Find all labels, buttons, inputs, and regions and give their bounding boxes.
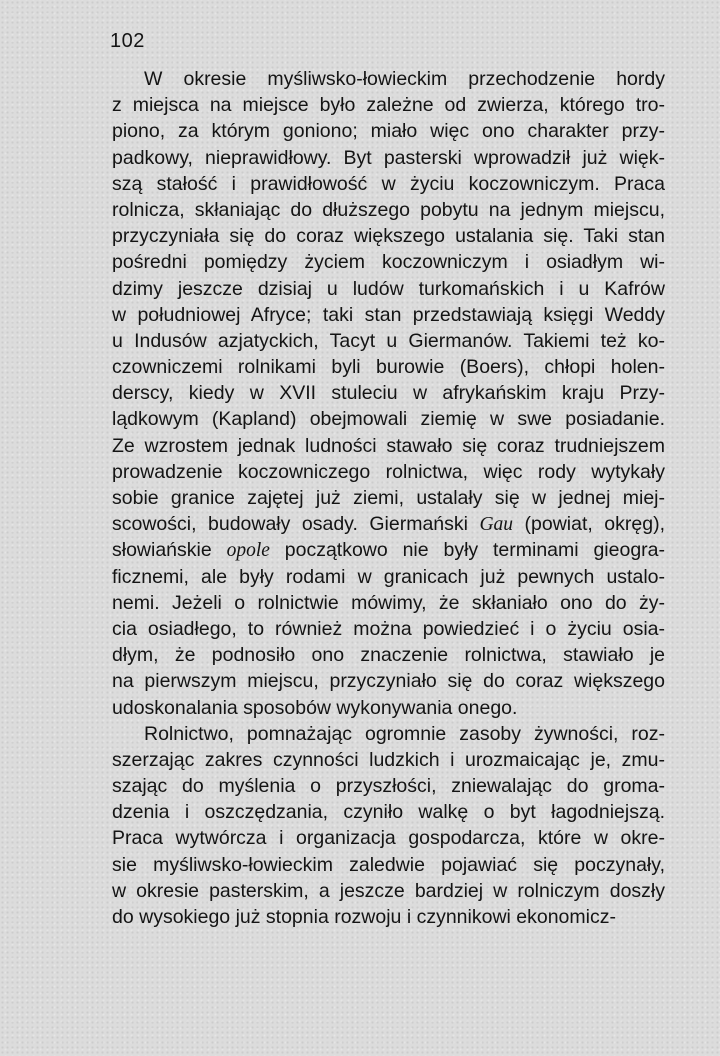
page-number: 102 xyxy=(110,30,145,52)
text-line: Rolnictwo, pomnażając ogromnie zasoby żywności, roz- xyxy=(144,722,665,745)
text-line: udoskonalania sposobów wykonywania onego. xyxy=(112,696,518,719)
text-line: sie myśliwsko-łowieckim zaledwie pojawiać się poczynały, xyxy=(112,853,665,876)
text-line: w południowej Afryce; taki stan przedstawiają księgi Weddy xyxy=(112,303,665,326)
text-line: szą stałość i prawidłowość w życiu koczowniczym. Praca xyxy=(112,172,665,195)
text-line: dzenia i oszczędzania, czyniło walkę o byt łagodniejszą. xyxy=(112,801,665,824)
body-text xyxy=(112,66,665,930)
paragraph xyxy=(112,66,665,721)
text-line: dzimy jeszcze dzisiaj u ludów turkomańskich i u Kafrów xyxy=(112,277,665,300)
text-line: W okresie myśliwsko-łowieckim przechodzenie hordy xyxy=(144,68,665,90)
text-line: derscy, kiedy w XVII stuleciu w afrykańskim kraju Przy- xyxy=(112,382,665,405)
text-line: piono, za którym goniono; miało więc ono charakter przy- xyxy=(112,120,665,143)
text-line: w okresie pasterskim, a jeszcze bardziej w rolniczym doszły xyxy=(112,879,665,902)
text-line: Ze wzrostem jednak ludności stawało się coraz trudniejszem xyxy=(112,434,665,457)
text-line: scowości, budowały osady. Giermański Gau (powiat, okręg), xyxy=(112,513,665,536)
paragraph xyxy=(112,721,665,931)
text-line: przyczyniała się do coraz większego ustalania się. Taki stan xyxy=(112,225,665,248)
text-line: Praca wytwórcza i organizacja gospodarcza, które w okre- xyxy=(112,827,665,850)
text-line: sobie granice zajętej już ziemi, ustalały się w jednej miej- xyxy=(112,487,665,509)
text-line: cia osiadłego, to również można powiedzieć i o życiu osia- xyxy=(112,617,665,640)
text-line: u Indusów azjatyckich, Tacyt u Giermanów. Takiemi też ko- xyxy=(112,329,665,352)
text-line: padkowy, nieprawidłowy. Byt pasterski wprowadził już więk- xyxy=(112,146,665,169)
text-line: lądkowym (Kapland) obejmowali ziemię w swe posiadanie. xyxy=(112,408,665,431)
text-line: nemi. Jeżeli o rolnictwie mówimy, że skłaniało ono do ży- xyxy=(112,591,665,614)
text-line: szerzając zakres czynności ludzkich i urozmaicając je, zmu- xyxy=(112,748,665,771)
text-line: czowniczemi rolnikami byli burowie (Boers), chłopi holen- xyxy=(112,356,665,379)
text-line: dłym, że podnosiło ono znaczenie rolnictwa, stawiało je xyxy=(112,644,665,667)
text-line: do wysokiego już stopnia rozwoju i czynnikowi ekonomicz- xyxy=(112,906,616,928)
text-line: szając do myślenia o przyszłości, zniewalając do groma- xyxy=(112,775,665,798)
text-line: rolnicza, skłaniając do dłuższego pobytu na jednym miejscu, xyxy=(112,198,665,221)
text-line: prowadzenie koczowniczego rolnictwa, więc rody wytykały xyxy=(112,460,665,483)
text-line: pośredni pomiędzy życiem koczowniczym i osiadłym wi- xyxy=(112,251,665,274)
text-line: z miejsca na miejsce było zależne od zwierza, którego tro- xyxy=(112,94,665,117)
text-line: na pierwszym miejscu, przyczyniało się do coraz większego xyxy=(112,670,665,693)
text-line: słowiańskie opole początkowo nie były terminami gieogra- xyxy=(112,539,665,562)
text-line: ficznemi, ale były rodami w granicach już pewnych ustalo- xyxy=(112,565,665,588)
